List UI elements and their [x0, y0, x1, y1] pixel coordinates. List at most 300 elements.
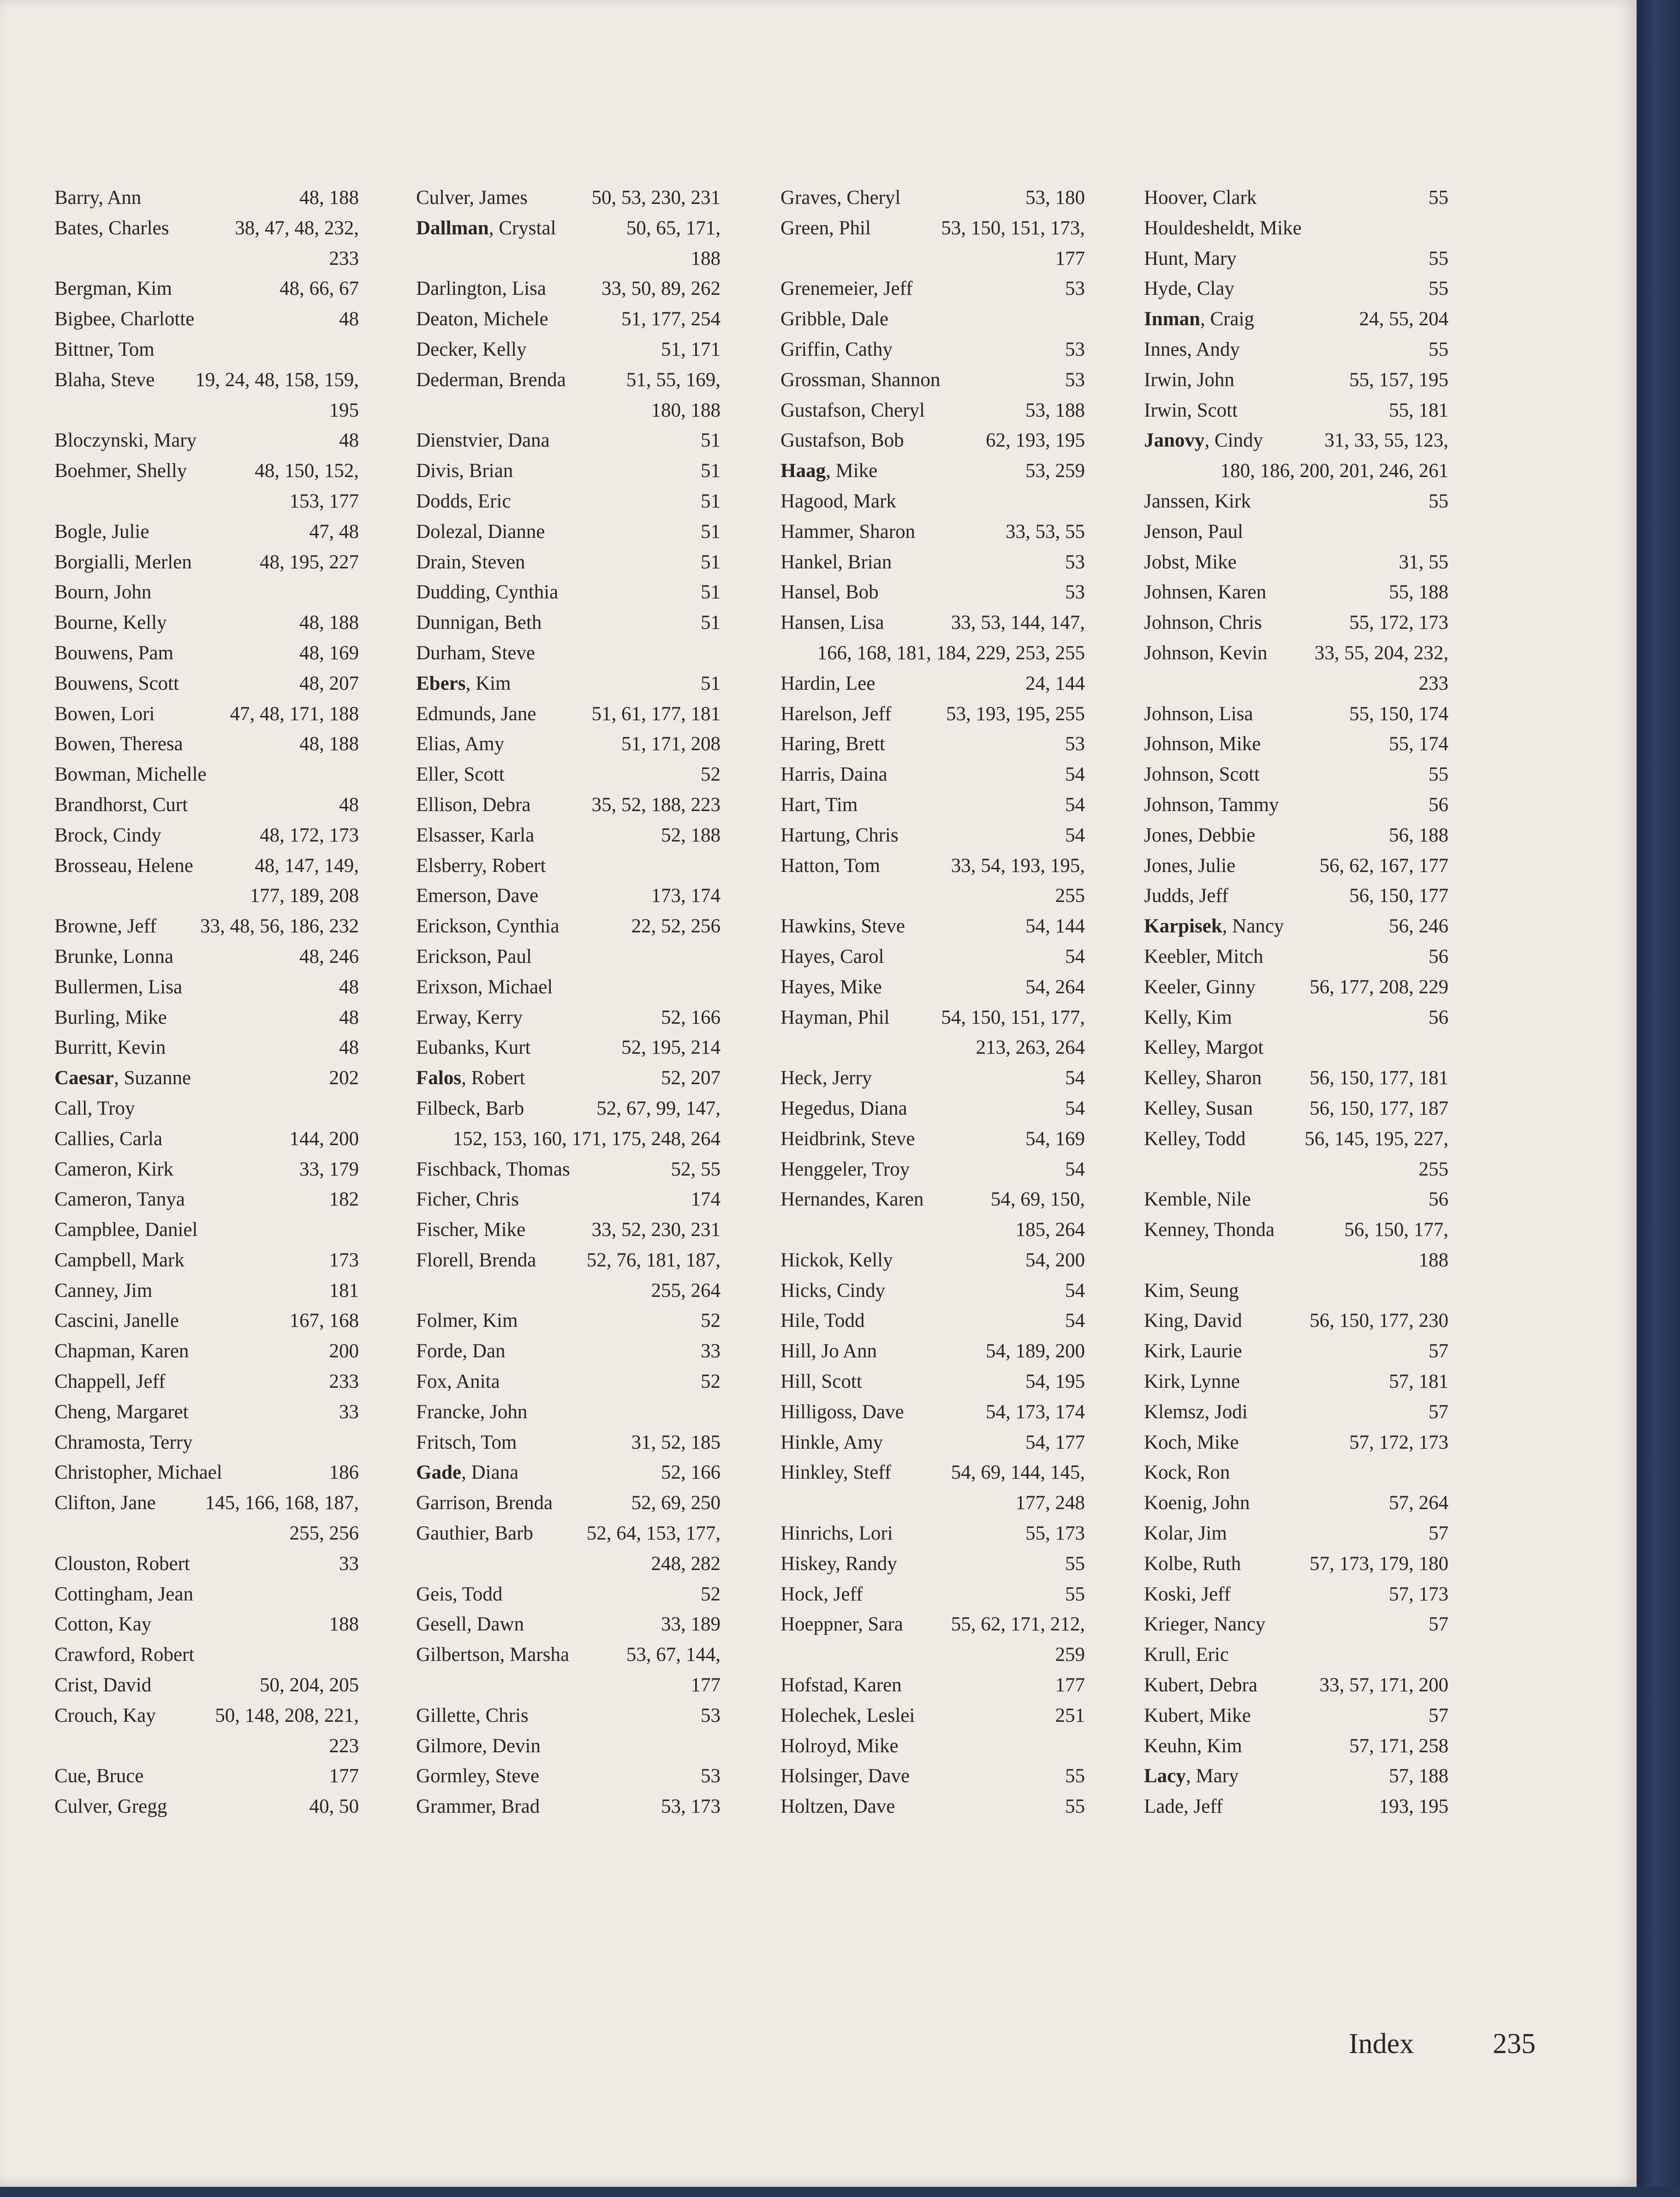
entry-name-text: Grammer, Brad: [416, 1796, 540, 1818]
entry-pages: 144, 200: [289, 1128, 359, 1150]
entry-pages: 51: [701, 520, 721, 543]
entry-name: [416, 304, 548, 334]
entry-name-text: Cheng, Margaret: [54, 1401, 189, 1423]
index-entry: [780, 183, 1085, 213]
index-entry: [780, 1791, 1085, 1822]
entry-name-text: , Mike: [825, 460, 878, 482]
entry-name: [1144, 1276, 1239, 1306]
entry-name: [54, 1336, 189, 1367]
index-entry: [1144, 1488, 1448, 1518]
entry-name: [1144, 577, 1266, 608]
entry-pages: 53, 150, 151, 173,: [941, 217, 1085, 239]
entry-name-text: Borgialli, Merlen: [54, 551, 192, 573]
entry-pages-continued: 185, 264: [1015, 1219, 1085, 1241]
index-entry: [780, 1003, 1085, 1033]
index-entry: [416, 1488, 721, 1518]
entry-name-text: Crawford, Robert: [54, 1644, 195, 1666]
entry-name-text: Bloczynski, Mary: [54, 430, 197, 452]
index-entry: [416, 547, 721, 578]
entry-name: [780, 334, 893, 365]
entry-pages: 53: [1065, 551, 1085, 573]
entry-name-text: Clifton, Jane: [54, 1492, 156, 1514]
entry-name: [780, 1093, 907, 1124]
entry-name: [1144, 1731, 1242, 1761]
index-entry: [1144, 1184, 1448, 1215]
index-column-1: [54, 183, 359, 1822]
entry-name-text: Culver, Gregg: [54, 1796, 167, 1818]
index-entry: [54, 365, 359, 395]
index-entry: [54, 1124, 359, 1154]
index-entry: [54, 1579, 359, 1610]
entry-name-text: Holroyd, Mike: [780, 1735, 899, 1757]
index-entry: [780, 517, 1085, 547]
entry-name: [416, 759, 505, 790]
entry-name-text: Elias, Amy: [416, 733, 505, 755]
entry-name: [54, 425, 197, 456]
entry-name-text: Bourn, John: [54, 581, 152, 603]
index-entry: [780, 1579, 1085, 1610]
entry-name: [1144, 1124, 1245, 1154]
entry-pages: 51: [701, 551, 721, 573]
entry-name-text: Deaton, Michele: [416, 308, 548, 330]
entry-name: [780, 395, 925, 426]
entry-name-text: Erway, Kerry: [416, 1006, 523, 1028]
index-entry: [780, 911, 1085, 942]
entry-name-text: Bogle, Julie: [54, 520, 149, 543]
entry-name-text: Koski, Jeff: [1144, 1583, 1231, 1605]
index-continuation-line: [1144, 1245, 1448, 1276]
entry-pages: 51, 177, 254: [621, 308, 721, 330]
entry-name-text: Hicks, Cindy: [780, 1279, 885, 1301]
index-entry: [780, 608, 1085, 638]
entry-name: [416, 1033, 530, 1063]
index-entry: [54, 1427, 359, 1458]
entry-name-text: Gustafson, Cheryl: [780, 399, 925, 421]
entry-name: [416, 1397, 527, 1427]
index-entry: [416, 1579, 721, 1610]
index-entry: [1144, 1791, 1448, 1822]
entry-pages: 167, 168: [289, 1310, 359, 1332]
index-entry: [780, 1701, 1085, 1731]
entry-name: [780, 729, 885, 759]
entry-name-text: Hernandes, Karen: [780, 1188, 924, 1211]
index-entry: [780, 1276, 1085, 1306]
entry-surname-bold: Gade: [416, 1462, 461, 1484]
index-entry: [54, 304, 359, 334]
entry-name-text: Jenson, Paul: [1144, 520, 1243, 543]
entry-pages: 54: [1065, 1097, 1085, 1119]
entry-name: [54, 1124, 162, 1154]
index-entry: [1144, 820, 1448, 851]
entry-name: [416, 1609, 524, 1640]
entry-pages: 52: [701, 1371, 721, 1393]
entry-pages: 54: [1065, 824, 1085, 846]
entry-name: [780, 1184, 923, 1215]
index-entry: [54, 1367, 359, 1397]
index-entry: [780, 1093, 1085, 1124]
entry-name: [416, 425, 550, 456]
entry-pages: 52, 166: [661, 1006, 721, 1028]
index-entry: [780, 547, 1085, 578]
index-entry: [1144, 365, 1448, 395]
entry-pages: 54, 195: [1025, 1371, 1085, 1393]
entry-name-text: Francke, John: [416, 1401, 528, 1423]
entry-name: [416, 1336, 505, 1367]
entry-name-text: Kirk, Laurie: [1144, 1340, 1242, 1362]
entry-pages-continued: 188: [1418, 1249, 1448, 1271]
entry-pages: 55: [1429, 278, 1448, 300]
entry-name-text: Gormley, Steve: [416, 1765, 540, 1787]
entry-name-text: Irwin, Scott: [1144, 399, 1238, 421]
index-entry: [416, 911, 721, 942]
entry-name: [416, 1003, 523, 1033]
entry-pages: 54: [1065, 1310, 1085, 1332]
entry-name: [1144, 851, 1235, 881]
index-continuation-line: [780, 1215, 1085, 1245]
index-entry: [416, 334, 721, 365]
index-entry: [780, 1761, 1085, 1791]
entry-pages: 33: [701, 1340, 721, 1362]
entry-name-text: Emerson, Dave: [416, 885, 539, 907]
entry-name: [416, 851, 546, 881]
index-entry: [416, 1184, 721, 1215]
entry-name-text: Harelson, Jeff: [780, 703, 892, 725]
index-entry: [54, 183, 359, 213]
entry-name: [780, 820, 899, 851]
index-entry: [1144, 1367, 1448, 1397]
entry-name-text: Erixson, Michael: [416, 976, 553, 998]
index-continuation-line: [416, 1670, 721, 1701]
index-entry: [54, 1761, 359, 1791]
entry-name: [780, 1427, 883, 1458]
index-entry: [54, 1336, 359, 1367]
index-entry: [1144, 183, 1448, 213]
index-entry: [1144, 699, 1448, 729]
entry-name: [1144, 1336, 1242, 1367]
entry-name: [780, 1518, 893, 1549]
index-entry: [54, 1701, 359, 1731]
entry-pages: 54: [1065, 794, 1085, 816]
entry-name-text: Holtzen, Dave: [780, 1796, 895, 1818]
entry-name-text: Dederman, Brenda: [416, 369, 566, 391]
entry-pages: 56, 62, 167, 177: [1319, 854, 1448, 877]
index-entry: [1144, 486, 1448, 517]
index-entry: [54, 1184, 359, 1215]
index-entry: [416, 1761, 721, 1791]
entry-name-text: Krull, Eric: [1144, 1644, 1229, 1666]
entry-name: [416, 1063, 525, 1093]
index-column-2: [416, 183, 721, 1822]
entry-name: [54, 517, 149, 547]
index-entry: [1144, 1731, 1448, 1761]
entry-name: [780, 669, 875, 699]
entry-name-text: Hart, Tim: [780, 794, 858, 816]
entry-name: [416, 183, 528, 213]
entry-name-text: Crist, David: [54, 1674, 152, 1696]
entry-pages: 24, 144: [1025, 672, 1085, 694]
entry-pages: 52, 67, 99, 147,: [596, 1097, 721, 1119]
entry-name: [416, 790, 530, 820]
entry-pages: 53: [1065, 581, 1085, 603]
entry-name-text: Hiskey, Randy: [780, 1552, 897, 1575]
entry-pages: 173: [329, 1249, 359, 1271]
entry-pages: 48, 147, 149,: [255, 854, 359, 877]
entry-name: [1144, 699, 1253, 729]
entry-name-text: Blaha, Steve: [54, 369, 155, 391]
entry-name-text: Eubanks, Kurt: [416, 1037, 531, 1059]
entry-pages: 54, 173, 174: [986, 1401, 1085, 1423]
entry-name-text: Hansen, Lisa: [780, 612, 884, 634]
entry-pages: 57, 173, 179, 180: [1310, 1552, 1448, 1575]
entry-name: [1144, 911, 1284, 942]
index-continuation-line: [780, 244, 1085, 274]
index-entry: [54, 1276, 359, 1306]
entry-pages: 31, 33, 55, 123,: [1324, 430, 1448, 452]
entry-name-text: Innes, Andy: [1144, 338, 1240, 360]
index-entry: [1144, 972, 1448, 1003]
index-entry: [1144, 1457, 1448, 1488]
index-entry: [54, 729, 359, 759]
entry-pages: 50, 53, 230, 231: [591, 187, 721, 209]
entry-name-text: Hammer, Sharon: [780, 520, 916, 543]
entry-name: [780, 304, 888, 334]
index-entry: [1144, 1063, 1448, 1093]
index-continuation-line: [416, 1124, 721, 1154]
index-entry: [780, 851, 1085, 881]
entry-name: [416, 547, 525, 578]
index-entry: [54, 820, 359, 851]
entry-pages: 55, 181: [1389, 399, 1448, 421]
index-entry: [416, 1731, 721, 1761]
index-entry: [780, 1184, 1085, 1215]
entry-pages: 53, 173: [661, 1796, 721, 1818]
entry-name: [416, 942, 532, 972]
entry-pages: 57: [1429, 1613, 1448, 1636]
index-entry: [416, 881, 721, 911]
index-entry: [416, 517, 721, 547]
index-entry: [54, 608, 359, 638]
entry-pages: 53, 188: [1025, 399, 1085, 421]
entry-name-text: , Mary: [1186, 1765, 1239, 1787]
entry-name: [416, 1640, 569, 1670]
index-entry: [54, 1063, 359, 1093]
entry-name-text: Canney, Jim: [54, 1279, 153, 1301]
entry-name-text: Dunnigan, Beth: [416, 612, 542, 634]
index-entry: [1144, 1518, 1448, 1549]
entry-pages: 54: [1065, 1158, 1085, 1180]
entry-name: [780, 1670, 902, 1701]
entry-name: [54, 1276, 152, 1306]
entry-name-text: Brandhorst, Curt: [54, 794, 188, 816]
entry-name: [416, 1488, 553, 1518]
entry-pages: 57: [1429, 1401, 1448, 1423]
entry-name-text: Dodds, Eric: [416, 490, 511, 512]
entry-name: [416, 1579, 502, 1610]
entry-name: [780, 1063, 872, 1093]
entry-pages: 52, 207: [661, 1067, 721, 1089]
index-continuation-line: [416, 1276, 721, 1306]
entry-name-text: Call, Troy: [54, 1097, 135, 1119]
index-entry: [416, 729, 721, 759]
entry-pages: 55: [1065, 1765, 1085, 1787]
entry-name: [416, 911, 560, 942]
entry-pages: 52, 55: [671, 1158, 721, 1180]
entry-pages: 57, 264: [1389, 1492, 1448, 1514]
index-entry: [780, 759, 1085, 790]
entry-pages: 52, 195, 214: [621, 1037, 721, 1059]
entry-name-text: Hartung, Chris: [780, 824, 899, 846]
entry-pages: 193, 195: [1379, 1796, 1448, 1818]
entry-pages: 33, 54, 193, 195,: [951, 854, 1085, 877]
entry-name-text: Jobst, Mike: [1144, 551, 1237, 573]
entry-pages: 52, 166: [661, 1462, 721, 1484]
entry-pages-continued: 180, 188: [651, 399, 721, 421]
index-entry: [1144, 638, 1448, 669]
entry-pages: 55: [1429, 187, 1448, 209]
index-entry: [416, 1427, 721, 1458]
entry-name: [1144, 213, 1302, 244]
index-entry: [780, 820, 1085, 851]
index-entry: [780, 304, 1085, 334]
entry-name: [780, 456, 877, 486]
entry-name-text: Hyde, Clay: [1144, 278, 1234, 300]
entry-name: [54, 1003, 167, 1033]
entry-name-text: Kolbe, Ruth: [1144, 1552, 1241, 1575]
entry-pages: 53: [1065, 369, 1085, 391]
entry-name-text: Boehmer, Shelly: [54, 460, 187, 482]
entry-name: [780, 911, 905, 942]
entry-name-text: Haring, Brett: [780, 733, 885, 755]
index-entry: [416, 1215, 721, 1245]
entry-name-text: Edmunds, Jane: [416, 703, 536, 725]
index-entry: [1144, 911, 1448, 942]
index-entry: [54, 456, 359, 486]
entry-name-text: Cameron, Tanya: [54, 1188, 185, 1211]
entry-name-text: Chapman, Karen: [54, 1340, 189, 1362]
entry-name-text: Gauthier, Barb: [416, 1522, 533, 1545]
entry-name-text: Culver, James: [416, 187, 528, 209]
entry-name-text: , Nancy: [1222, 915, 1284, 937]
entry-pages-continued: 255: [1055, 885, 1085, 907]
entry-pages-continued: 177: [691, 1674, 721, 1696]
entry-pages: 52: [701, 1583, 721, 1605]
index-entry: [54, 1791, 359, 1822]
entry-pages: 181: [329, 1279, 359, 1301]
entry-pages: 33, 50, 89, 262: [602, 278, 721, 300]
index-entry: [1144, 1640, 1448, 1670]
entry-name: [780, 1579, 863, 1610]
index-entry: [54, 1397, 359, 1427]
entry-name-text: , Suzanne: [113, 1067, 191, 1089]
entry-pages: 47, 48: [309, 520, 359, 543]
index-entry: [54, 1670, 359, 1701]
entry-name-text: Hoeppner, Sara: [780, 1613, 903, 1636]
index-entry: [416, 1518, 721, 1549]
footer-section-label: Index: [1349, 2028, 1414, 2060]
entry-pages: 53: [1065, 338, 1085, 360]
entry-pages: 33, 53, 144, 147,: [951, 612, 1085, 634]
entry-pages: 54, 69, 144, 145,: [951, 1462, 1085, 1484]
entry-pages: 186: [329, 1462, 359, 1484]
entry-pages: 55: [1429, 338, 1448, 360]
entry-name: [1144, 183, 1257, 213]
entry-name-text: Hinkley, Steff: [780, 1462, 892, 1484]
entry-name-text: Houldesheldt, Mike: [1144, 217, 1302, 239]
entry-pages: 54, 169: [1025, 1128, 1085, 1150]
entry-pages-continued: 255: [1418, 1158, 1448, 1180]
entry-name: [1144, 759, 1260, 790]
index-continuation-line: [780, 1488, 1085, 1518]
entry-pages: 55, 62, 171, 212,: [951, 1613, 1085, 1636]
entry-name: [416, 486, 511, 517]
entry-pages: 50, 148, 208, 221,: [215, 1704, 359, 1726]
entry-name: [780, 1367, 862, 1397]
entry-name-text: Brock, Cindy: [54, 824, 161, 846]
entry-name: [1144, 1670, 1257, 1701]
entry-pages-continued: 153, 177: [289, 490, 359, 512]
entry-name: [780, 1276, 885, 1306]
entry-name-text: Brosseau, Helene: [54, 854, 193, 877]
entry-name-text: Cameron, Kirk: [54, 1158, 173, 1180]
entry-pages: 48, 66, 67: [280, 278, 359, 300]
index-entry: [1144, 577, 1448, 608]
entry-surname-bold: Lacy: [1144, 1765, 1186, 1787]
entry-name: [1144, 942, 1263, 972]
entry-name: [1144, 729, 1261, 759]
index-entry: [416, 365, 721, 395]
index-entry: [1144, 608, 1448, 638]
entry-name-text: Decker, Kelly: [416, 338, 527, 360]
entry-pages: 51: [701, 612, 721, 634]
entry-name-text: Bullermen, Lisa: [54, 976, 183, 998]
entry-name-text: Johnson, Tammy: [1144, 794, 1279, 816]
entry-name: [416, 1245, 536, 1276]
entry-pages: 53, 259: [1025, 460, 1085, 482]
entry-name-text: Forde, Dan: [416, 1340, 506, 1362]
entry-pages: 53, 67, 144,: [626, 1644, 721, 1666]
entry-pages: 33, 179: [299, 1158, 359, 1180]
entry-name-text: Irwin, John: [1144, 369, 1234, 391]
entry-name: [1144, 244, 1237, 274]
index-entry: [416, 608, 721, 638]
entry-name-text: Graves, Cheryl: [780, 187, 901, 209]
entry-name: [416, 213, 556, 244]
entry-pages: 57, 173: [1389, 1583, 1448, 1605]
entry-name: [1144, 790, 1279, 820]
entry-name: [780, 759, 888, 790]
entry-name: [54, 1457, 222, 1488]
entry-pages: 55: [1429, 764, 1448, 786]
index-entry: [54, 1215, 359, 1245]
entry-name-text: Cue, Bruce: [54, 1765, 144, 1787]
entry-name: [54, 942, 173, 972]
index-entry: [416, 1367, 721, 1397]
entry-name: [780, 1336, 877, 1367]
entry-name: [1144, 1306, 1242, 1336]
entry-name-text: Keuhn, Kim: [1144, 1735, 1242, 1757]
index-entry: [416, 1245, 721, 1276]
index-entry: [1144, 1003, 1448, 1033]
index-entry: [1144, 395, 1448, 426]
index-entry: [1144, 1276, 1448, 1306]
entry-name-text: Ficher, Chris: [416, 1188, 519, 1211]
entry-pages: 22, 52, 256: [631, 915, 721, 937]
index-entry: [1144, 1397, 1448, 1427]
entry-name-text: , Diana: [461, 1462, 519, 1484]
index-continuation-line: [416, 244, 721, 274]
entry-name: [1144, 1791, 1223, 1822]
index-entry: [416, 456, 721, 486]
